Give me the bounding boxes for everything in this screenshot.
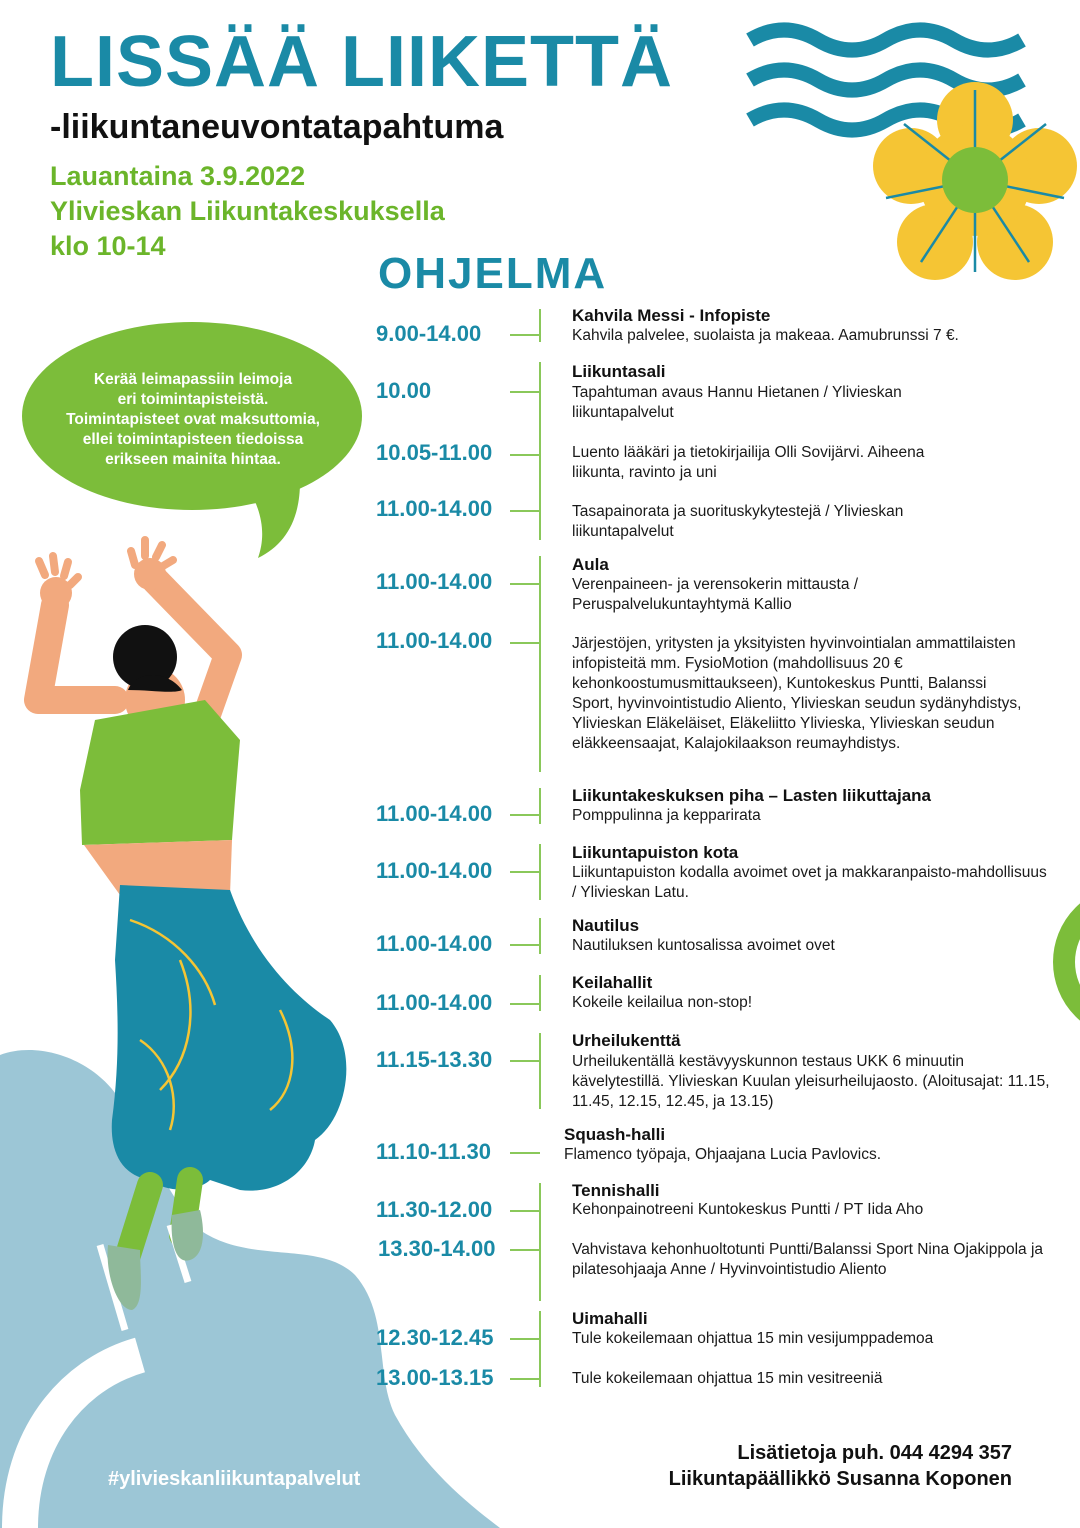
venue-heading: Tennishalli (572, 1181, 660, 1200)
program-time: 11.00-14.00 (376, 496, 493, 521)
timeline-line (539, 1033, 541, 1109)
program-title: OHJELMA (378, 249, 608, 298)
venue-heading: Uimahalli (572, 1309, 648, 1328)
timeline-tick (510, 510, 540, 512)
event-subtitle: -liikuntaneuvontatapahtuma (50, 108, 504, 146)
timeline-tick (510, 334, 540, 336)
program-time: 13.00-13.15 (376, 1365, 494, 1390)
venue-heading: Liikuntapuiston kota (572, 843, 739, 862)
program-time: 11.00-14.00 (376, 931, 493, 956)
timeline-tick (510, 944, 540, 946)
timeline-tick (510, 1338, 540, 1340)
timeline-tick (510, 1060, 540, 1062)
program-time: 9.00-14.00 (376, 321, 482, 346)
venue-heading: Kahvila Messi - Infopiste (572, 306, 771, 325)
timeline-line (539, 309, 541, 342)
timeline-line (539, 788, 541, 824)
venue-heading: Aula (572, 555, 609, 574)
event-title: LISSÄÄ LIIKETTÄ (50, 22, 673, 102)
green-ring (1064, 896, 1080, 1028)
program-description: Nautiluksen kuntosalissa avoimet ovet (572, 937, 835, 954)
contact-person: Liikuntapäällikkö Susanna Koponen (668, 1468, 1012, 1490)
program-description: Kokeile keilailua non-stop! (572, 994, 753, 1011)
program-description: Liikuntapuiston kodalla avoimet ovet ja makkaranpaisto-mahdollisuus / Ylivieskan Latu. (572, 864, 1047, 901)
program-description: Tule kokeilemaan ohjattua 15 min vesitreeniä (572, 1370, 883, 1387)
hashtag-link[interactable]: #ylivieskanliikuntapalvelut (108, 1468, 361, 1490)
program-description: Urheilukentällä kestävyyskunnon testaus UKK 6 minuutin kävelytestillä. Ylivieskan Kuulan yleisurheilujaosto. (Aloitusajat: 11.15, 11.45, 12.15, 12.45, ja 13.15) (572, 1053, 1050, 1110)
program-description: Vahvistava kehonhuoltotunti Puntti/Balanssi Sport Nina Ojakippola ja pilatesohjaaja Anne / Hyvinvointistudio Aliento (572, 1241, 1044, 1278)
timeline-tick (510, 454, 540, 456)
program-time: 11.00-14.00 (376, 858, 493, 883)
program-time: 12.30-12.45 (376, 1325, 494, 1350)
venue-heading: Nautilus (572, 916, 640, 935)
timeline-tick (510, 814, 540, 816)
event-date: Lauantaina 3.9.2022 (50, 161, 306, 191)
program-description: Tule kokeilemaan ohjattua 15 min vesijumppademoa (572, 1330, 934, 1347)
program-description: Verenpaineen- ja verensokerin mittausta / Peruspalvelukuntayhtymä Kallio (572, 576, 859, 613)
timeline-line (539, 918, 541, 954)
timeline-tick (510, 583, 540, 585)
program-time: 10.05-11.00 (376, 440, 493, 465)
contact-phone: Lisätietoja puh. 044 4294 357 (737, 1442, 1012, 1464)
program-description: Luento lääkäri ja tietokirjailija Olli Sovijärvi. Aiheena liikunta, ravinto ja uni (572, 444, 925, 481)
program-time: 11.15-13.30 (376, 1047, 493, 1072)
timeline-tick (510, 1152, 540, 1154)
program-description: Kahvila palvelee, suolaista ja makeaa. Aamubrunssi 7 €. (572, 327, 959, 344)
program-time: 10.00 (376, 378, 432, 403)
timeline-tick (510, 1249, 540, 1251)
timeline-line (539, 1183, 541, 1301)
program-time: 11.00-14.00 (376, 801, 493, 826)
venue-heading: Liikuntakeskuksen piha – Lasten liikuttajana (572, 786, 932, 805)
timeline-tick (510, 642, 540, 644)
program-time: 11.00-14.00 (376, 990, 493, 1015)
program-description: Tapahtuman avaus Hannu Hietanen / Ylivieskan liikuntapalvelut (572, 384, 902, 421)
timeline-line (539, 975, 541, 1011)
event-hours: klo 10-14 (50, 231, 166, 261)
program-time: 13.30-14.00 (378, 1236, 496, 1261)
timeline-tick (510, 391, 540, 393)
timeline-tick (510, 871, 540, 873)
timeline-tick (510, 1378, 540, 1380)
speech-bubble-text: Kerää leimapassiin leimoja eri toimintapisteistä. Toimintapisteet ovat maksuttomia, ellei toimintapisteen tiedoissa erikseen mainita hintaa. (66, 371, 320, 468)
venue-heading: Keilahallit (572, 973, 653, 992)
program-description: Flamenco työpaja, Ohjaajana Lucia Pavlovics. (564, 1146, 882, 1163)
program-time: 11.00-14.00 (376, 569, 493, 594)
timeline-line (539, 1311, 541, 1387)
event-place: Ylivieskan Liikuntakeskuksella (50, 196, 445, 226)
program-description: Pomppulinna ja kepparirata (572, 807, 761, 824)
venue-heading: Liikuntasali (572, 362, 666, 381)
program-time: 11.00-14.00 (376, 628, 493, 653)
program-description: Tasapainorata ja suorituskykytestejä / Ylivieskan liikuntapalvelut (572, 503, 904, 540)
program-description: Kehonpainotreeni Kuntokeskus Puntti / PT Iida Aho (572, 1201, 924, 1218)
program-time: 11.30-12.00 (376, 1197, 493, 1222)
venue-heading: Urheilukenttä (572, 1031, 681, 1050)
program-time: 11.10-11.30 (376, 1139, 492, 1164)
timeline-line (539, 556, 541, 772)
program-description: Järjestöjen, yritysten ja yksityisten hyvinvointialan ammattilaisten infopisteitä mm. FysioMotion (mahdollisuus 20 € kehonkoostumusmittaukseen), Kuntokeskus Puntti, Balanssi Sport, hyvinvointistudio Aliento, Ylivieskan seudun sydänyhdistys, Ylivieskan Eläkeläiset, Eläkeliitto Ylivieska, Ylivieskan seudun eläkkeensaajat, Kalajokilaakson reumayhdistys. (572, 635, 1022, 752)
timeline-line (539, 362, 541, 540)
timeline-tick (510, 1003, 540, 1005)
timeline-tick (510, 1210, 540, 1212)
venue-heading: Squash-halli (564, 1125, 666, 1144)
